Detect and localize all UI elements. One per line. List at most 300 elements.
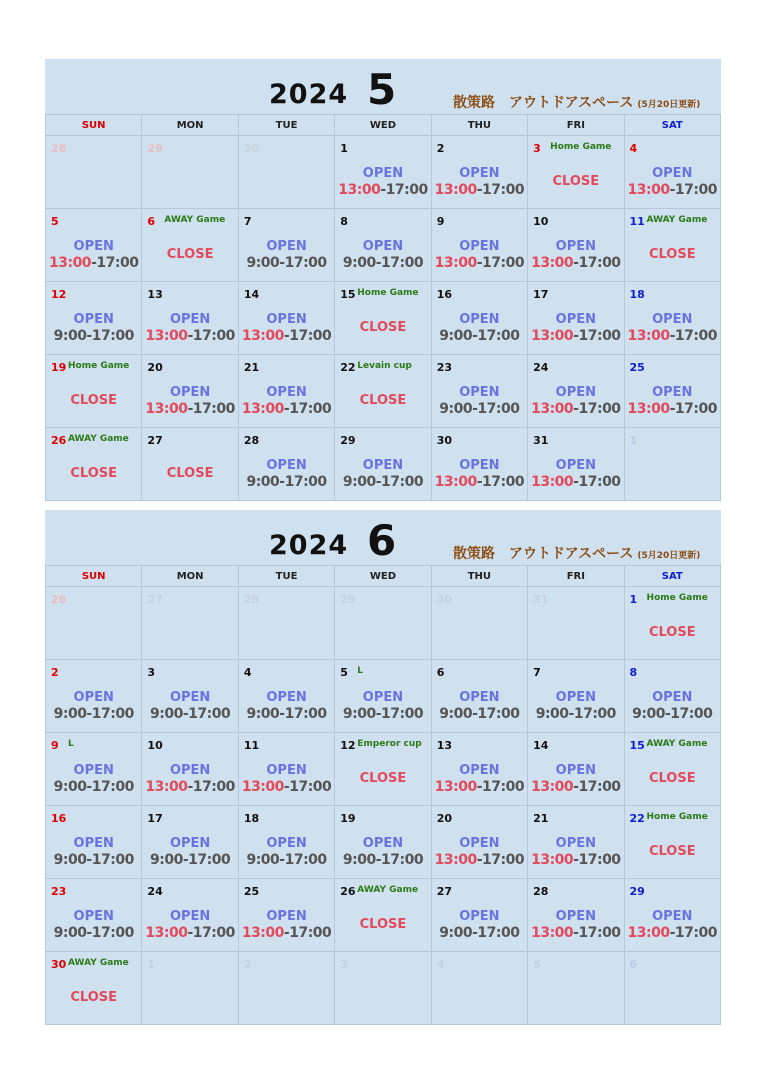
day-cell [335, 209, 431, 282]
start-time: 13:00 [241, 328, 284, 344]
start-time: 13:00 [48, 255, 92, 271]
open-status: OPEN [459, 836, 500, 851]
day-cell [624, 209, 720, 282]
open-status: OPEN [169, 836, 211, 851]
day-cell [142, 952, 238, 1025]
day-number: 18 [629, 288, 645, 301]
open-hours: 13:00-17:00 [627, 182, 717, 198]
open-status: OPEN [73, 239, 114, 254]
weekday-fri: FRI [528, 115, 624, 136]
open-hours: 13:00-17:00 [627, 401, 717, 417]
day-cell [238, 733, 334, 806]
weekday-fri: FRI [528, 566, 624, 587]
week-row [46, 806, 721, 879]
open-hours: 13:00-17:00 [531, 328, 621, 344]
weekday-tue: TUE [238, 566, 334, 587]
place-title [453, 543, 700, 563]
open-status: OPEN [555, 385, 596, 400]
weekday-tue: TUE [238, 115, 334, 136]
open-hours: 9:00-17:00 [53, 852, 134, 868]
weekday-sun: SUN [46, 115, 142, 136]
day-cell [238, 952, 334, 1025]
day-number: 5 [533, 958, 541, 971]
open-status: OPEN [266, 385, 307, 400]
day-cell [142, 660, 238, 733]
open-hours: 13:00-17:00 [241, 328, 332, 344]
calendar-may [45, 59, 721, 501]
open-status: OPEN [266, 763, 307, 778]
day-number: 15 [629, 739, 645, 752]
event-label: Home Game [550, 142, 612, 152]
event-label: AWAY Game [646, 739, 708, 749]
open-status: OPEN [266, 909, 307, 924]
start-time: 13:00 [627, 328, 670, 344]
day-number: 28 [243, 434, 260, 447]
open-hours: 9:00-17:00 [439, 401, 520, 417]
weekday-mon: MON [142, 115, 238, 136]
day-cell [238, 587, 334, 660]
open-hours: 13:00-17:00 [241, 401, 332, 417]
day-number: 24 [147, 885, 163, 898]
close-status: CLOSE [70, 990, 118, 1005]
day-number: 28 [243, 593, 260, 606]
day-cell [624, 879, 720, 952]
day-cell [528, 733, 624, 806]
day-cell [431, 806, 527, 879]
day-number: 25 [629, 361, 645, 374]
open-status: OPEN [362, 690, 404, 705]
day-number: 3 [147, 666, 156, 679]
close-status: CLOSE [648, 625, 696, 640]
day-cell [142, 428, 238, 501]
open-status: OPEN [73, 312, 114, 327]
open-hours: 13:00-17:00 [434, 779, 525, 795]
open-status: OPEN [555, 458, 596, 473]
event-label: AWAY Game [68, 434, 129, 444]
day-cell [528, 355, 624, 428]
day-number: 30 [51, 958, 67, 971]
close-status: CLOSE [648, 247, 696, 262]
open-hours: 13:00-17:00 [241, 925, 332, 941]
weekday-thu: THU [431, 566, 527, 587]
day-cell [624, 587, 720, 660]
day-cell [335, 806, 431, 879]
calendar-june [45, 510, 721, 1025]
day-cell [431, 733, 527, 806]
open-hours: 9:00-17:00 [342, 474, 424, 490]
day-number: 29 [340, 593, 356, 606]
open-status: OPEN [459, 690, 500, 705]
open-status: OPEN [362, 166, 404, 181]
weekday-wed: WED [335, 566, 431, 587]
week-row [46, 879, 721, 952]
day-cell [431, 587, 527, 660]
open-status: OPEN [169, 385, 211, 400]
open-hours: 13:00-17:00 [627, 925, 717, 941]
close-status: CLOSE [648, 844, 696, 859]
start-time: 13:00 [531, 328, 574, 344]
open-hours: 13:00-17:00 [434, 474, 525, 490]
open-hours: 13:00-17:00 [145, 779, 235, 795]
day-cell [335, 587, 431, 660]
day-cell [335, 733, 431, 806]
day-number: 26 [51, 593, 67, 606]
close-status: CLOSE [359, 917, 407, 932]
day-number: 9 [436, 215, 445, 228]
day-number: 30 [436, 593, 452, 606]
start-time: 13:00 [338, 182, 381, 198]
day-cell [335, 879, 431, 952]
start-time: 13:00 [241, 401, 284, 417]
day-number: 16 [436, 288, 452, 301]
start-time: 13:00 [145, 779, 188, 795]
day-number: 14 [533, 739, 549, 752]
open-status: OPEN [555, 690, 596, 705]
day-cell [142, 209, 238, 282]
week-row [46, 952, 721, 1025]
close-status: CLOSE [166, 466, 214, 481]
weekday-header-row [46, 566, 721, 587]
day-number: 29 [340, 434, 356, 447]
day-cell [46, 733, 142, 806]
open-hours: 9:00-17:00 [53, 328, 134, 344]
day-number: 22 [629, 812, 645, 825]
day-number: 10 [147, 739, 163, 752]
day-number: 4 [629, 142, 638, 155]
day-number: 27 [147, 434, 163, 447]
week-row [46, 209, 721, 282]
day-number: 11 [629, 215, 645, 228]
day-number: 20 [147, 361, 163, 374]
day-cell [46, 355, 142, 428]
open-status: OPEN [459, 239, 500, 254]
weekday-sun: SUN [46, 566, 142, 587]
day-cell [238, 806, 334, 879]
day-cell [624, 806, 720, 879]
weekday-wed: WED [335, 115, 431, 136]
day-number: 9 [51, 739, 59, 752]
day-cell [46, 806, 142, 879]
open-hours: 9:00-17:00 [246, 474, 327, 490]
day-cell [142, 282, 238, 355]
day-cell [238, 355, 334, 428]
open-status: OPEN [362, 458, 404, 473]
day-cell [431, 355, 527, 428]
start-time: 13:00 [241, 925, 284, 941]
updated-note: (5月20日更新) [637, 100, 701, 110]
day-number: 31 [533, 593, 549, 606]
day-number: 28 [533, 885, 549, 898]
open-status: OPEN [169, 312, 211, 327]
day-cell [238, 428, 334, 501]
open-hours: 13:00-17:00 [338, 182, 428, 198]
start-time: 13:00 [531, 779, 574, 795]
close-status: CLOSE [648, 771, 696, 786]
day-cell [624, 733, 720, 806]
open-status: OPEN [73, 836, 114, 851]
day-cell [46, 879, 142, 952]
day-cell [528, 587, 624, 660]
event-label: Home Game [357, 288, 419, 298]
day-number: 27 [436, 885, 452, 898]
day-cell [528, 209, 624, 282]
day-cell [431, 952, 527, 1025]
close-status: CLOSE [359, 320, 407, 335]
day-number: 6 [436, 666, 445, 679]
open-hours: 13:00-17:00 [531, 925, 621, 941]
start-time: 13:00 [531, 852, 574, 868]
day-cell [528, 660, 624, 733]
open-status: OPEN [459, 166, 500, 181]
day-cell [335, 136, 431, 209]
open-status: OPEN [652, 690, 693, 705]
open-status: OPEN [555, 763, 596, 778]
start-time: 13:00 [627, 925, 670, 941]
weekday-thu: THU [431, 115, 527, 136]
start-time: 13:00 [434, 779, 477, 795]
open-status: OPEN [266, 690, 307, 705]
start-time: 13:00 [531, 474, 574, 490]
day-number: 21 [243, 361, 260, 374]
day-number: 12 [51, 288, 67, 301]
open-hours: 9:00-17:00 [342, 852, 424, 868]
day-cell [528, 879, 624, 952]
start-time: 13:00 [627, 182, 670, 198]
updated-note: (5月20日更新) [637, 551, 701, 561]
week-row [46, 660, 721, 733]
day-number: 12 [340, 739, 356, 752]
day-number: 31 [533, 434, 549, 447]
day-cell [238, 660, 334, 733]
open-hours: 13:00-17:00 [531, 255, 621, 271]
open-status: OPEN [459, 385, 500, 400]
open-hours: 9:00-17:00 [632, 706, 713, 722]
start-time: 13:00 [145, 925, 188, 941]
weekday-sat: SAT [624, 115, 720, 136]
day-cell [431, 428, 527, 501]
day-number: 6 [629, 958, 638, 971]
day-number: 11 [243, 739, 260, 752]
day-number: 13 [147, 288, 163, 301]
start-time: 13:00 [241, 779, 284, 795]
calendar-header [45, 510, 721, 565]
day-number: 13 [436, 739, 452, 752]
event-label: L [357, 666, 364, 676]
open-hours: 13:00-17:00 [531, 852, 621, 868]
day-cell [46, 587, 142, 660]
open-status: OPEN [459, 909, 500, 924]
day-number: 8 [629, 666, 638, 679]
event-label: AWAY Game [164, 215, 226, 225]
open-status: OPEN [266, 312, 307, 327]
start-time: 13:00 [531, 401, 574, 417]
open-hours: 9:00-17:00 [53, 925, 134, 941]
open-hours: 9:00-17:00 [53, 706, 134, 722]
open-hours: 13:00-17:00 [241, 779, 332, 795]
day-cell [528, 136, 624, 209]
day-cell [46, 209, 142, 282]
open-hours: 9:00-17:00 [53, 779, 134, 795]
day-number: 7 [533, 666, 541, 679]
close-status: CLOSE [552, 174, 600, 189]
day-cell [142, 733, 238, 806]
start-time: 13:00 [531, 255, 574, 271]
open-status: OPEN [362, 239, 404, 254]
open-hours: 13:00-17:00 [434, 852, 525, 868]
event-label: Home Game [68, 361, 130, 371]
day-cell [624, 428, 720, 501]
day-number: 3 [340, 958, 348, 971]
event-label: Emperor cup [357, 739, 422, 749]
open-status: OPEN [459, 312, 500, 327]
month-label: 6 [367, 516, 397, 565]
day-cell [528, 428, 624, 501]
day-cell [431, 209, 527, 282]
day-number: 17 [147, 812, 163, 825]
day-number: 21 [533, 812, 549, 825]
open-hours: 13:00-17:00 [145, 401, 235, 417]
day-number: 7 [243, 215, 252, 228]
week-row [46, 733, 721, 806]
close-status: CLOSE [70, 393, 118, 408]
open-hours: 13:00-17:00 [145, 328, 235, 344]
start-time: 13:00 [145, 328, 188, 344]
day-cell [335, 660, 431, 733]
day-cell [431, 282, 527, 355]
weekday-sat: SAT [624, 566, 720, 587]
day-number: 26 [340, 885, 356, 898]
open-hours: 13:00-17:00 [145, 925, 235, 941]
day-cell [528, 806, 624, 879]
day-number: 25 [243, 885, 260, 898]
day-cell [624, 136, 720, 209]
open-hours: 13:00-17:00 [48, 255, 139, 271]
open-hours: 13:00-17:00 [434, 182, 525, 198]
open-hours: 9:00-17:00 [439, 925, 520, 941]
start-time: 13:00 [627, 401, 670, 417]
open-hours: 13:00-17:00 [434, 255, 525, 271]
day-cell [142, 879, 238, 952]
day-cell [142, 136, 238, 209]
weekday-header-row [46, 115, 721, 136]
event-label: L [68, 739, 74, 749]
week-row [46, 136, 721, 209]
day-number: 24 [533, 361, 549, 374]
day-cell [624, 355, 720, 428]
day-number: 23 [436, 361, 452, 374]
calendar-grid [45, 565, 721, 1025]
open-status: OPEN [555, 239, 596, 254]
day-number: 16 [51, 812, 67, 825]
day-cell [46, 952, 142, 1025]
open-status: OPEN [266, 458, 307, 473]
open-status: OPEN [555, 312, 596, 327]
year-label: 2024 [269, 79, 349, 110]
day-number: 5 [340, 666, 348, 679]
day-cell [142, 806, 238, 879]
day-number: 2 [243, 958, 252, 971]
start-time: 13:00 [434, 852, 477, 868]
day-number: 5 [51, 215, 59, 228]
start-time: 13:00 [145, 401, 188, 417]
day-cell [46, 282, 142, 355]
day-number: 30 [243, 142, 260, 155]
day-cell [528, 282, 624, 355]
close-status: CLOSE [166, 247, 214, 262]
open-hours: 13:00-17:00 [531, 401, 621, 417]
day-cell [142, 355, 238, 428]
weekday-mon: MON [142, 566, 238, 587]
day-cell [46, 136, 142, 209]
start-time: 13:00 [434, 182, 477, 198]
day-cell [335, 282, 431, 355]
open-hours: 9:00-17:00 [439, 706, 520, 722]
event-label: Home Game [646, 812, 708, 822]
day-number: 29 [147, 142, 163, 155]
day-cell [238, 282, 334, 355]
day-cell [431, 660, 527, 733]
day-cell [46, 660, 142, 733]
open-hours: 9:00-17:00 [246, 706, 327, 722]
day-cell [335, 428, 431, 501]
day-number: 4 [243, 666, 252, 679]
start-time: 13:00 [531, 925, 574, 941]
day-cell [238, 209, 334, 282]
open-status: OPEN [652, 312, 693, 327]
place-name: 散策路 アウトドアスペース [453, 546, 634, 562]
month-label: 5 [367, 65, 397, 114]
place-name: 散策路 アウトドアスペース [453, 95, 634, 111]
open-hours: 9:00-17:00 [150, 706, 231, 722]
close-status: CLOSE [359, 393, 407, 408]
week-row [46, 587, 721, 660]
close-status: CLOSE [359, 771, 407, 786]
day-number: 2 [51, 666, 59, 679]
day-cell [431, 136, 527, 209]
open-hours: 9:00-17:00 [342, 706, 424, 722]
day-number: 8 [340, 215, 348, 228]
week-row [46, 355, 721, 428]
day-number: 19 [51, 361, 67, 374]
day-number: 4 [436, 958, 445, 971]
day-cell [624, 282, 720, 355]
open-status: OPEN [652, 909, 693, 924]
day-number: 27 [147, 593, 163, 606]
open-status: OPEN [266, 836, 307, 851]
day-number: 3 [533, 142, 541, 155]
year-label: 2024 [269, 530, 349, 561]
day-number: 1 [629, 593, 638, 606]
open-hours: 13:00-17:00 [627, 328, 717, 344]
day-cell [238, 879, 334, 952]
day-number: 15 [340, 288, 356, 301]
open-hours: 13:00-17:00 [531, 779, 621, 795]
day-number: 28 [51, 142, 67, 155]
open-status: OPEN [555, 909, 596, 924]
day-number: 10 [533, 215, 549, 228]
day-cell [528, 952, 624, 1025]
open-status: OPEN [652, 166, 693, 181]
day-cell [46, 428, 142, 501]
event-label: AWAY Game [357, 885, 419, 895]
close-status: CLOSE [70, 466, 118, 481]
day-cell [624, 952, 720, 1025]
open-status: OPEN [362, 836, 404, 851]
day-number: 2 [436, 142, 445, 155]
open-status: OPEN [266, 239, 307, 254]
start-time: 13:00 [434, 474, 477, 490]
open-status: OPEN [169, 690, 211, 705]
